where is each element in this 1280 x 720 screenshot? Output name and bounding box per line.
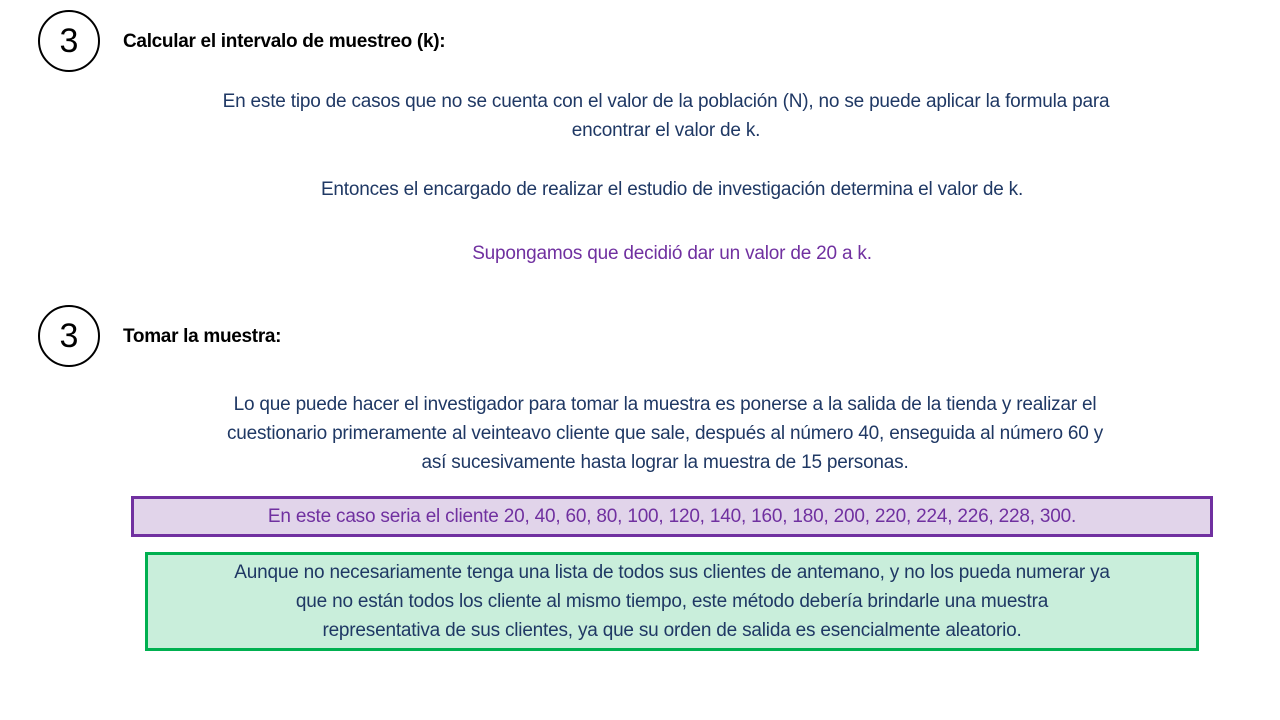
method-note-box — [145, 552, 1199, 651]
paragraph-line: encontrar el valor de k. — [571, 120, 761, 141]
paragraph-sampling-procedure — [100, 390, 1230, 477]
paragraph-no-population — [100, 87, 1232, 145]
step-number-badge: 3 — [38, 10, 100, 72]
paragraph-line: Lo que puede hacer el investigador para tomar la muestra es ponerse a la salida de la tienda y realizar el — [233, 394, 1097, 415]
note-line: Aunque no necesariamente tenga una lista de todos sus clientes de antemano, y no los pueda numerar ya — [234, 562, 1110, 583]
client-list-text: En este caso seria el cliente 20, 40, 60, 80, 100, 120, 140, 160, 180, 200, 220, 224, 226, 228, 300. — [267, 505, 1077, 527]
note-line: representativa de sus clientes, ya que su orden de salida es esencialmente aleatorio. — [322, 620, 1022, 641]
paragraph-researcher-decides: Entonces el encargado de realizar el estudio de investigación determina el valor de k. — [320, 179, 1024, 200]
paragraph-line: En este tipo de casos que no se cuenta con el valor de la población (N), no se puede aplicar la formula para — [222, 91, 1110, 112]
client-list-box — [131, 496, 1213, 537]
step-number-badge: 3 — [38, 305, 100, 367]
paragraph-line: cuestionario primeramente al veinteavo cliente que sale, después al número 40, enseguida al número 60 y — [226, 423, 1104, 444]
highlight-k-value: Supongamos que decidió dar un valor de 20 a k. — [472, 243, 872, 264]
note-line: que no están todos los cliente al mismo tiempo, este método debería brindarle una muestra — [295, 591, 1049, 612]
paragraph-line: así sucesivamente hasta lograr la muestra de 15 personas. — [421, 452, 909, 473]
section-title-calcular-intervalo: Calcular el intervalo de muestreo (k): — [123, 31, 446, 52]
section-title-tomar-muestra: Tomar la muestra: — [123, 326, 282, 347]
